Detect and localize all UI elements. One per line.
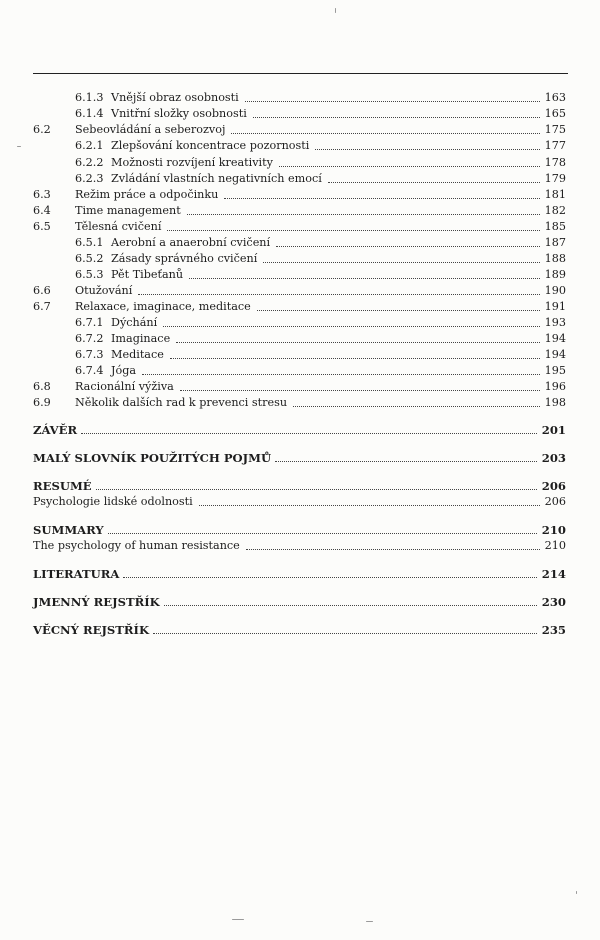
toc-entry [33, 477, 566, 493]
toc-entry-title: Otužování [75, 284, 133, 297]
scan-speck [17, 146, 21, 147]
toc-entry-number: 6.7.4 [75, 364, 104, 377]
toc-entry [75, 105, 566, 121]
toc-entry [33, 298, 566, 314]
toc-entry-title: Sebeovládání a seberozvoj [75, 123, 226, 136]
dot-leader [246, 549, 540, 550]
toc-entry [33, 565, 566, 581]
dot-leader [293, 406, 540, 407]
toc-entry-page-number: 175 [544, 123, 566, 136]
toc-entry-number: 6.1.3 [75, 91, 104, 104]
toc-entry-number: 6.3 [33, 188, 51, 201]
toc-entry-title: JMENNÝ REJSTŘÍK [33, 595, 160, 609]
toc-entry-number: 6.7 [33, 300, 51, 313]
toc-entry [33, 421, 566, 437]
toc-entry [75, 137, 566, 153]
toc-entry-title: Zlepšování koncentrace pozornosti [111, 139, 310, 152]
toc-entry-title: The psychology of human resistance [33, 539, 240, 552]
toc-entry-number: 6.8 [33, 380, 51, 393]
toc-entry [75, 154, 566, 170]
toc-entry-title: Meditace [111, 348, 164, 361]
toc-entry-page-number: 165 [544, 107, 566, 120]
toc-entry-page-number: 196 [544, 380, 566, 393]
dot-leader [96, 489, 537, 490]
dot-leader [253, 117, 540, 118]
toc-entry-page-number: 201 [541, 423, 566, 437]
scan-speck [366, 921, 373, 922]
toc-entry-page-number: 230 [541, 595, 566, 609]
toc-entry-page-number: 210 [541, 523, 566, 537]
dot-leader [275, 461, 537, 462]
toc-entry [33, 378, 566, 394]
toc-entry [33, 282, 566, 298]
toc-entry-page-number: 177 [544, 139, 566, 152]
toc-entry-title: Tělesná cvičení [75, 220, 162, 233]
dot-leader [257, 310, 540, 311]
toc-entry-page-number: 194 [544, 348, 566, 361]
dot-leader [123, 577, 536, 578]
toc-entry-page-number: 189 [544, 268, 566, 281]
toc-entry-title: Psychologie lidské odolnosti [33, 495, 193, 508]
toc-entry-number: 6.9 [33, 396, 51, 409]
dot-leader [328, 182, 540, 183]
scan-speck [576, 891, 577, 894]
dot-leader [167, 230, 539, 231]
toc-entry-page-number: 198 [544, 396, 566, 409]
toc-entry [75, 266, 566, 282]
toc-entry-page-number: 185 [544, 220, 566, 233]
toc-entry-number: 6.7.2 [75, 332, 104, 345]
toc-entry-title: RESUMÉ [33, 479, 92, 493]
toc-entry-title: Vnější obraz osobnosti [111, 91, 239, 104]
dot-leader [245, 101, 540, 102]
toc-entry-page-number: 235 [541, 623, 566, 637]
dot-leader [224, 198, 539, 199]
toc-entry-title: Racionální výživa [75, 380, 174, 393]
dot-leader [108, 533, 537, 534]
toc-entry [33, 593, 566, 609]
toc-entry-page-number: 187 [544, 236, 566, 249]
toc-entry-title: Pět Tibeťanů [111, 268, 184, 281]
dot-leader [164, 605, 537, 606]
toc-entry-title: ZÁVĚR [33, 423, 78, 437]
toc-entry-page-number: 163 [544, 91, 566, 104]
toc-entry [75, 330, 566, 346]
toc-entry-number: 6.5.2 [75, 252, 104, 265]
dot-leader [187, 214, 540, 215]
dot-leader [231, 133, 539, 134]
scan-speck [232, 919, 244, 920]
toc-entry [33, 121, 566, 137]
toc-entry-number: 6.4 [33, 204, 51, 217]
dot-leader [180, 390, 540, 391]
toc-entry-title: SUMMARY [33, 523, 104, 537]
toc-entry-number: 6.2 [33, 123, 51, 136]
toc-entry-number: 6.1.4 [75, 107, 104, 120]
dot-leader [153, 633, 537, 634]
toc-entry [75, 314, 566, 330]
toc-entry-number: 6.2.2 [75, 156, 104, 169]
toc-entry-page-number: 190 [544, 284, 566, 297]
dot-leader [189, 278, 540, 279]
toc-entry-number: 6.7.1 [75, 316, 104, 329]
toc-entry [75, 170, 566, 186]
dot-leader [315, 149, 539, 150]
toc-entry [33, 537, 566, 553]
toc-entry-number: 6.5.3 [75, 268, 104, 281]
toc-entry-number: 6.2.1 [75, 139, 104, 152]
toc-entry [75, 250, 566, 266]
dot-leader [199, 505, 540, 506]
toc-entry-number: 6.5.1 [75, 236, 104, 249]
toc-entry-title: Možnosti rozvíjení kreativity [111, 156, 273, 169]
toc-entry-title: Relaxace, imaginace, meditace [75, 300, 251, 313]
toc-entry-title: Aerobní a anaerobní cvičení [111, 236, 271, 249]
toc-entry-page-number: 203 [541, 451, 566, 465]
toc-entry-page-number: 181 [544, 188, 566, 201]
toc-entry-page-number: 214 [541, 567, 566, 581]
scan-speck [335, 8, 336, 13]
dot-leader [276, 246, 540, 247]
dot-leader [163, 326, 539, 327]
toc-entry-page-number: 194 [544, 332, 566, 345]
toc-entry-page-number: 193 [544, 316, 566, 329]
dot-leader [176, 342, 539, 343]
dot-leader [142, 374, 540, 375]
toc-entry-title: VĚCNÝ REJSTŘÍK [33, 623, 150, 637]
toc-entry [33, 394, 566, 410]
toc-entry-title: LITERATURA [33, 567, 120, 581]
toc-entry-number: 6.6 [33, 284, 51, 297]
toc-entry-title: Imaginace [111, 332, 171, 345]
toc-entry-number: 6.2.3 [75, 172, 104, 185]
toc-entry-page-number: 206 [541, 479, 566, 493]
toc-entry [75, 346, 566, 362]
toc-entry-page-number: 178 [544, 156, 566, 169]
toc-entry [33, 621, 566, 637]
toc-entry-title: Vnitřní složky osobnosti [111, 107, 247, 120]
dot-leader [81, 433, 537, 434]
toc-entry-title: Režim práce a odpočinku [75, 188, 219, 201]
toc-entry [33, 218, 566, 234]
toc-entry-page-number: 188 [544, 252, 566, 265]
toc-entry [75, 234, 566, 250]
toc-entry [75, 362, 566, 378]
toc-entry-title: Jóga [111, 364, 137, 377]
toc-entry-title: Zvládání vlastních negativních emocí [111, 172, 322, 185]
toc-entry-number: 6.5 [33, 220, 51, 233]
toc-entry-page-number: 210 [544, 539, 566, 552]
toc-entry-number: 6.7.3 [75, 348, 104, 361]
toc-entry-title: Time management [75, 204, 181, 217]
toc-entry-title: Dýchání [111, 316, 158, 329]
toc-entry-title: Zásady správného cvičení [111, 252, 258, 265]
toc-entry-page-number: 179 [544, 172, 566, 185]
toc-entry [33, 449, 566, 465]
toc-entry [33, 202, 566, 218]
toc-entry [75, 89, 566, 105]
toc-entry [33, 521, 566, 537]
dot-leader [279, 166, 540, 167]
dot-leader [263, 262, 539, 263]
dot-leader [138, 294, 539, 295]
toc-entry-page-number: 191 [544, 300, 566, 313]
toc-entry [33, 186, 566, 202]
toc-entry-page-number: 182 [544, 204, 566, 217]
toc-entry-page-number: 206 [544, 495, 566, 508]
toc-entry-title: MALÝ SLOVNÍK POUŽITÝCH POJMŮ [33, 451, 272, 465]
toc-entry-page-number: 195 [544, 364, 566, 377]
dot-leader [170, 358, 540, 359]
toc-entry [33, 493, 566, 509]
toc-entry-title: Několik dalších rad k prevenci stresu [75, 396, 288, 409]
